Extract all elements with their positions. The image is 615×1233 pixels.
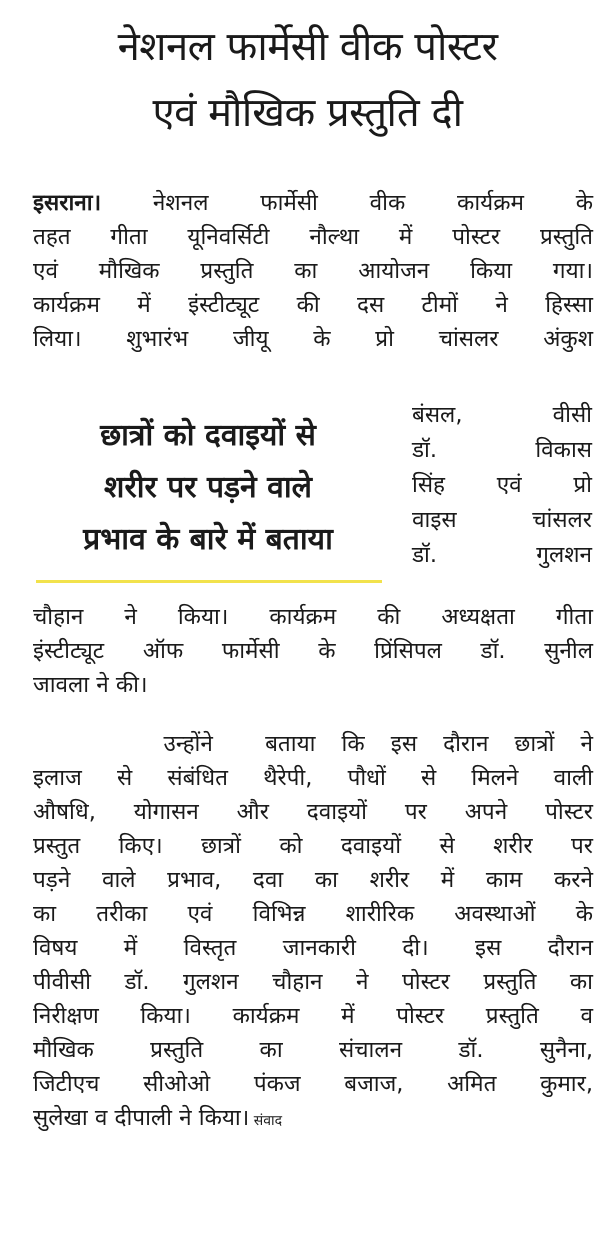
headline-line-1: नेशनल फार्मेसी वीक पोस्टर: [117, 24, 498, 70]
intro-line-4: कार्यक्रम में इंस्टीट्यूट की दस टीमों ने हिस्सा: [33, 292, 593, 318]
body-line-9: निरीक्षण किया। कार्यक्रम में पोस्टर प्रस्तुति व: [33, 1003, 593, 1029]
continuation-line-3: जावला ने की।: [33, 672, 148, 698]
side-line-1: बंसल, वीसी: [412, 402, 592, 428]
body-line-3: औषधि, योगासन और दवाइयों पर अपने पोस्टर: [33, 799, 593, 825]
intro-line-5: लिया। शुभारंभ जीयू के प्रो चांसलर अंकुश: [33, 326, 593, 352]
intro-line-1: [33, 186, 593, 220]
body-line-6: का तरीका एवं विभिन्न शारीरिक अवस्थाओं के: [33, 901, 593, 927]
intro-paragraph: [33, 186, 593, 356]
body-line-2: इलाज से संबंधित थैरेपी, पौधों से मिलने वाली: [33, 765, 593, 791]
side-line-3: सिंह एवं प्रो: [412, 472, 592, 498]
closing-text: सुलेखा व दीपाली ने किया।: [33, 1105, 250, 1131]
side-column: [412, 398, 592, 573]
body-paragraph: [33, 727, 593, 1135]
intro-line-1-text: नेशनल फार्मेसी वीक कार्यक्रम के: [101, 190, 593, 216]
side-line-4: वाइस चांसलर: [412, 507, 592, 533]
pull-quote-line-1: छात्रों को दवाइयों से: [100, 418, 316, 453]
body-line-11: जिटीएच सीओओ पंकज बजाज, अमित कुमार,: [33, 1071, 593, 1097]
continuation-line-2: इंस्टीट्यूट ऑफ फार्मेसी के प्रिंसिपल डॉ. सुनील: [33, 638, 593, 664]
headline: [0, 14, 615, 146]
byline-credit: संवाद: [249, 1113, 283, 1129]
pull-quote: [38, 410, 378, 566]
closing-line: [33, 1101, 593, 1135]
dateline: इसराना।: [33, 190, 102, 216]
intro-line-3: एवं मौखिक प्रस्तुति का आयोजन किया गया।: [33, 258, 593, 284]
body-line-5: पड़ने वाले प्रभाव, दवा का शरीर में काम करने: [33, 867, 593, 893]
headline-line-2: एवं मौखिक प्रस्तुति दी: [152, 90, 463, 136]
pull-quote-line-3: प्रभाव के बारे में बताया: [83, 522, 333, 557]
body-line-10: मौखिक प्रस्तुति का संचालन डॉ. सुनैना,: [33, 1037, 593, 1063]
side-line-2: डॉ. विकास: [412, 437, 592, 463]
body-line-7: विषय में विस्तृत जानकारी दी। इस दौरान: [33, 935, 593, 961]
continuation-paragraph: [33, 600, 593, 702]
body-line-4: प्रस्तुत किए। छात्रों को दवाइयों से शरीर पर: [33, 833, 593, 859]
side-line-5: डॉ. गुलशन: [412, 542, 592, 568]
pull-quote-line-2: शरीर पर पड़ने वाले: [104, 470, 312, 505]
body-line-1: उन्होंने बताया कि इस दौरान छात्रों ने: [33, 731, 593, 757]
pull-quote-rule: [36, 580, 382, 583]
intro-line-2: तहत गीता यूनिवर्सिटी नौल्था में पोस्टर प्रस्तुति: [33, 224, 593, 250]
body-line-8: पीवीसी डॉ. गुलशन चौहान ने पोस्टर प्रस्तुति का: [33, 969, 593, 995]
continuation-line-1: चौहान ने किया। कार्यक्रम की अध्यक्षता गीता: [33, 604, 593, 630]
